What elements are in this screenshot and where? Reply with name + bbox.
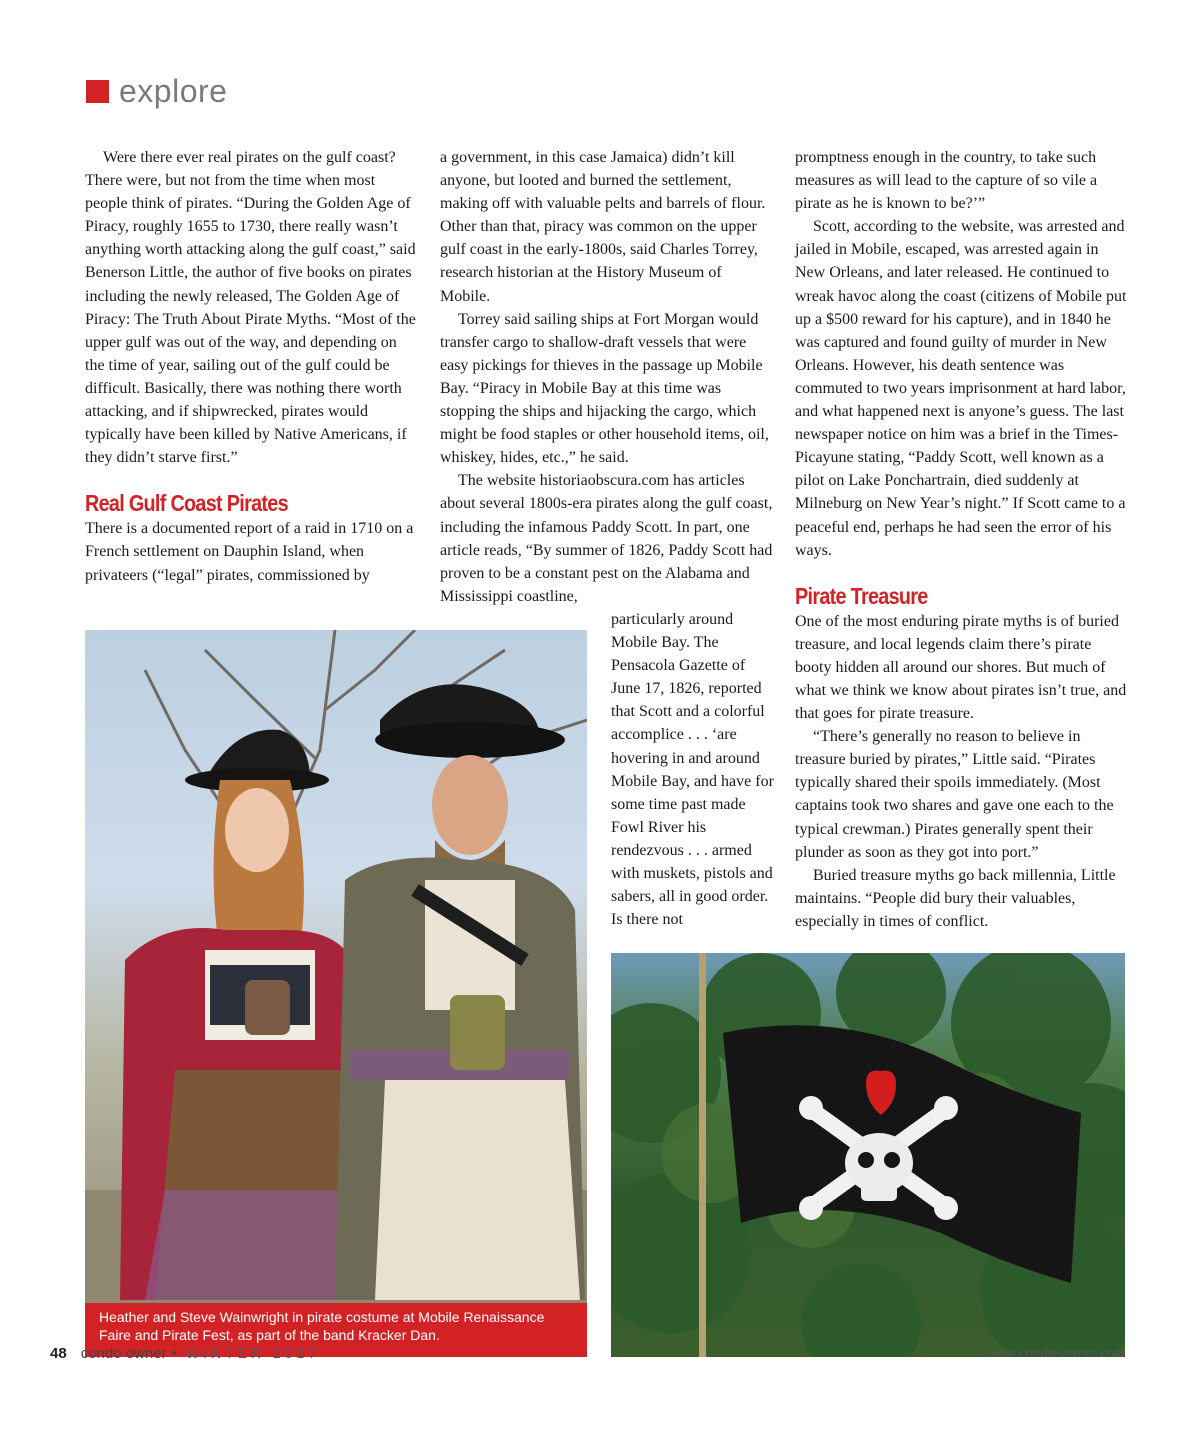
body-paragraph: Scott, according to the website, was arrested and jailed in Mobile, escaped, was arrested again in New Orleans, and later released. He continued to wreak havoc along the coast (citizens of Mobile put up a $500 reward for his capture), and in 1840 he was captured and found guilty of murder in New Orleans. However, his death sentence was commuted to two years imprisonment at hard labor, and what happened next is anyone’s guess. The last newspaper notice on him was a brief in the Times-Picayune stating, “Paddy Scott, well known as a pilot on Lake Ponchartrain, died suddenly at Milneburg on New Year’s night.” If Scott came to a peaceful end, perhaps he had seen the error of his ways. bbox=[795, 218, 1127, 559]
body-paragraph: promptness enough in the country, to take such measures as will lead to the capture of so vile a pirate as he is known to be?’” bbox=[795, 149, 1098, 213]
article-column-3 bbox=[795, 146, 1130, 933]
body-paragraph: There is a documented report of a raid in 1710 on a French settlement on Dauphin Island, when privateers (“legal” pirates, commissioned by bbox=[85, 520, 414, 584]
body-paragraph: The website historiaobscura.com has articles about several 1800s-era pirates along the gulf coast, including the infamous Paddy Scott. In part, one article reads, “By summer of 1826, Paddy Scott had proven to be a constant pest on the Alabama and Mississippi coastline, bbox=[440, 472, 773, 605]
magazine-name: condo owner bbox=[80, 1345, 167, 1362]
body-paragraph: a government, in this case Jamaica) didn’t kill anyone, but looted and burned the settlement, making off with valuable pelts and barrels of flour. Other than that, piracy was common on the upper gulf coast in the early-1800s, said Charles Torrey, research historian at the History Museum of Mobile. bbox=[440, 149, 766, 305]
subheading-real-gulf-coast-pirates: Real Gulf Coast Pirates bbox=[85, 490, 288, 517]
section-label: explore bbox=[119, 72, 228, 109]
footer-publication bbox=[50, 1345, 320, 1362]
pirates-costume-photo bbox=[85, 630, 587, 1357]
page-number: 48 bbox=[50, 1345, 67, 1362]
section-tag-square bbox=[86, 80, 109, 103]
body-paragraph: particularly around Mobile Bay. The Pensacola Gazette of June 17, 1826, reported that Scott and a colorful accomplice . . . ‘are hovering in and around Mobile Bay, and have for some time past made Fowl River his rendezvous . . . armed with muskets, pistols and sabers, all in good order. Is there not bbox=[611, 611, 774, 929]
pirates-illustration bbox=[85, 630, 587, 1357]
body-paragraph: Were there ever real pirates on the gulf coast? There were, but not from the time when most people think of pirates. “During the Golden Age of Piracy, roughly 1655 to 1730, there really wasn’t anything worth attacking along the gulf coast,” said Benerson Little, the author of five books on pirates including the newly released, The Golden Age of Piracy: The Truth About Pirate Myths. “Most of the upper gulf was out of the way, and depending on the time of year, sailing out of the gulf could be difficult. Basically, there was nothing there worth attacking, and if shipwrecked, pirates would typically have been killed by Native Americans, if they didn’t starve first.” bbox=[85, 149, 416, 467]
body-paragraph: Torrey said sailing ships at Fort Morgan would transfer cargo to shallow-draft vessels that were easy pickings for thieves in the passage up Mobile Bay. “Piracy in Mobile Bay at this time was stopping the ships and hijacking the cargo, which might be food staples or other household items, oil, whiskey, hides, etc.,” he said. bbox=[440, 310, 769, 467]
article-column-1 bbox=[85, 146, 419, 587]
footer-separator: • bbox=[171, 1345, 177, 1362]
body-paragraph: Buried treasure myths go back millennia, Little maintains. “People did bury their valuables, especially in times of conflict. bbox=[795, 866, 1116, 930]
article-column-2-continued bbox=[611, 608, 776, 931]
pirate-flag-illustration bbox=[611, 953, 1125, 1357]
issue-label: WINTER 2017 bbox=[185, 1345, 321, 1361]
body-paragraph: One of the most enduring pirate myths is of buried treasure, and local legends claim there’s pirate booty hidden all around our shores. But much of what we think we know about pirates isn’t true, and that goes for pirate treasure. bbox=[795, 612, 1127, 723]
article-column-2 bbox=[440, 146, 774, 608]
photo-caption: Heather and Steve Wainwright in pirate costume at Mobile Renaissance Faire and Pirate Fest, as part of the band Kracker Dan. bbox=[85, 1303, 587, 1357]
pirate-flag-photo bbox=[611, 953, 1125, 1357]
section-tag bbox=[86, 70, 227, 112]
body-paragraph: “There’s generally no reason to believe in treasure buried by pirates,” Little said. “Pirates typically shared their spoils immediately. (Most captains took two shares and gave one each to the typical crewman.) Pirates generally spent their plunder as soon as they got into port.” bbox=[795, 728, 1114, 861]
footer-url: www.condo-owner.com bbox=[986, 1345, 1125, 1361]
subheading-pirate-treasure: Pirate Treasure bbox=[795, 582, 928, 609]
